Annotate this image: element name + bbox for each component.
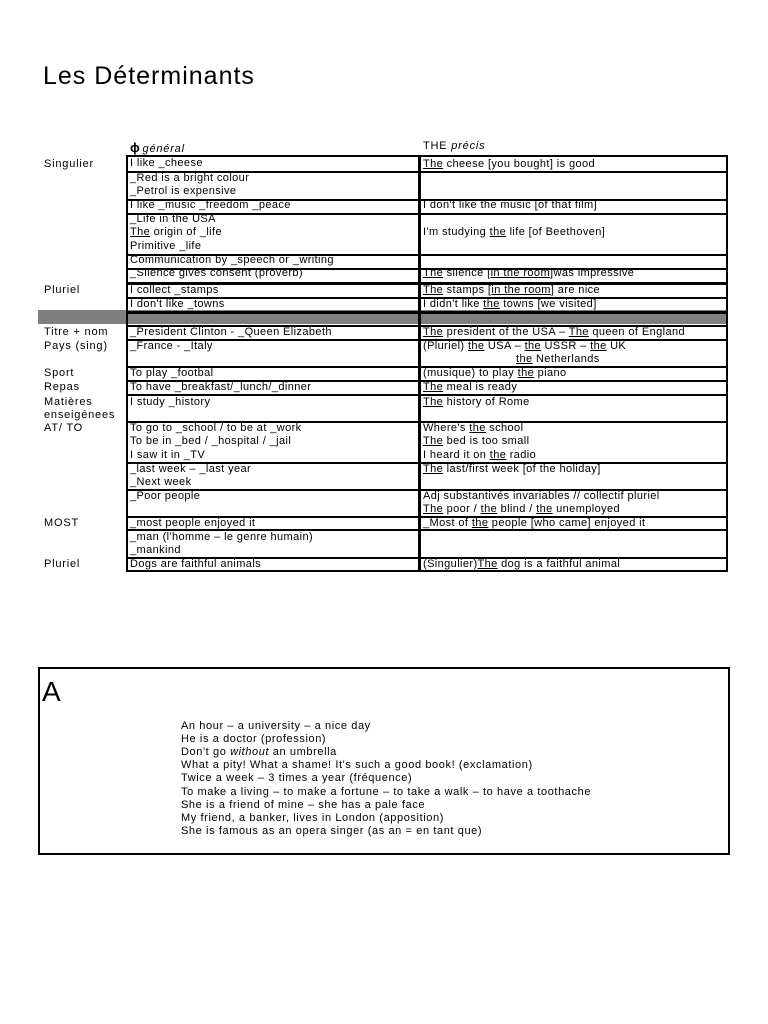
cell-text: radio — [506, 449, 537, 461]
example-text: an umbrella — [269, 746, 337, 758]
cell-text: _Most of — [423, 517, 472, 529]
right-cell — [423, 517, 645, 531]
cell-text: cheese [you bought] is good — [443, 158, 596, 170]
underlined-phrase: in the room — [490, 267, 551, 279]
cell-text: USSR – — [541, 340, 591, 352]
underlined-article: The — [423, 284, 444, 296]
article-a-heading: A — [42, 676, 61, 707]
left-cell: To have _breakfast/_lunch/_dinner — [130, 381, 312, 393]
example-line: What a pity! What a shame! It's such a good book! (exclamation) — [181, 759, 533, 771]
cell-text: last/first week [of the holiday] — [443, 463, 601, 475]
underlined-article: the — [516, 353, 533, 365]
right-cell — [423, 298, 597, 312]
left-cell: To go to _school / to be at _work — [130, 422, 302, 434]
underlined-article: The — [423, 267, 444, 279]
right-cell — [423, 158, 595, 172]
example-line: To make a living – to make a fortune – to take a walk – to have a toothache — [181, 786, 592, 798]
underlined-article: The — [423, 435, 444, 447]
cell-text: (Pluriel) — [423, 340, 468, 352]
cell-text: blind / — [497, 503, 537, 515]
cell-text: I'm studying — [423, 226, 490, 238]
left-cell: _Life in the USA — [130, 213, 216, 225]
right-cell — [423, 422, 523, 436]
example-line: He is a doctor (profession) — [181, 733, 327, 745]
example-line — [181, 746, 337, 759]
cell-text: I heard it on — [423, 449, 490, 461]
row-label-repas: Repas — [44, 381, 80, 393]
left-cell: I like _music _freedom _peace — [130, 199, 291, 211]
left-cell: I study _history — [130, 396, 211, 408]
cell-text: silence [ — [443, 267, 491, 279]
row-label-sport: Sport — [44, 367, 75, 379]
cell-text: Netherlands — [532, 353, 600, 365]
cell-text: piano — [534, 367, 567, 379]
right-cell: I don't like the music [of that film] — [423, 199, 598, 211]
left-cell: _last week – _last year — [130, 463, 252, 475]
underlined-article: the — [469, 422, 486, 434]
left-cell: _Petrol is expensive — [130, 185, 237, 197]
left-cell: _President Clinton - _Queen Elizabeth — [130, 326, 332, 338]
cell-text: Where's — [423, 422, 470, 434]
underlined-article: The — [423, 463, 444, 475]
right-cell — [423, 435, 529, 449]
left-cell: _mankind — [130, 544, 181, 556]
underlined-article: The — [423, 503, 444, 515]
right-cell — [423, 226, 605, 240]
left-cell: _Silence gives consent (proverb) — [130, 267, 303, 279]
left-cell: Dogs are faithful animals — [130, 558, 262, 570]
underlined-article: the — [489, 226, 507, 238]
underlined-article: the — [517, 367, 535, 379]
underlined-article: The — [423, 158, 444, 170]
cell-text: unemployed — [552, 503, 621, 515]
cell-text: I didn't like — [423, 298, 484, 310]
example-text: Don't go — [181, 746, 231, 758]
cell-text: USA – — [484, 340, 525, 352]
cell-text: origin of _life — [150, 226, 222, 238]
example-line: My friend, a banker, lives in London (apposition) — [181, 812, 444, 824]
underlined-article: the — [480, 503, 498, 515]
right-cell — [423, 340, 626, 354]
right-cell — [423, 284, 600, 298]
right-cell — [423, 326, 685, 340]
cell-text: history of Rome — [443, 396, 530, 408]
underlined-article: The — [568, 326, 589, 338]
right-cell — [423, 267, 634, 281]
left-cell: I don't like _towns — [130, 298, 225, 310]
underlined-article: The — [130, 226, 151, 238]
column-header-precise — [423, 140, 485, 152]
cell-text: towns [we visited] — [499, 298, 597, 310]
cell-text: (Singulier) — [423, 558, 478, 570]
cell-text: life [of Beethoven] — [506, 226, 606, 238]
cell-text: president of the USA – — [443, 326, 569, 338]
left-cell: I collect _stamps — [130, 284, 219, 296]
row-label-at-to: AT/ TO — [44, 422, 84, 434]
underlined-phrase: in the room — [491, 284, 551, 296]
right-cell — [423, 558, 620, 572]
phi-symbol: ϕ — [130, 140, 141, 155]
underlined-article: The — [423, 396, 444, 408]
row-label-singulier: Singulier — [44, 158, 95, 170]
underlined-article: The — [477, 558, 498, 570]
underlined-article: the — [467, 340, 485, 352]
left-cell: _Poor people — [130, 490, 201, 502]
example-line: She is a friend of mine – she has a pale face — [181, 799, 426, 811]
row-label-enseignees: enseigénees — [44, 409, 116, 421]
right-cell — [423, 503, 620, 517]
example-line: Twice a week – 3 times a year (fréquence) — [181, 772, 413, 784]
row-label-pays: Pays (sing) — [44, 340, 108, 352]
row-label-matieres: Matières — [44, 396, 93, 408]
cell-text: people [who came] enjoyed it — [488, 517, 646, 529]
cell-text: (musique) to play — [423, 367, 518, 379]
left-cell: Primitive _life — [130, 240, 202, 252]
underlined-article: the — [524, 340, 542, 352]
general-label: général — [142, 143, 185, 155]
cell-text: ] are nice — [550, 284, 601, 296]
right-cell — [423, 367, 567, 381]
right-cell — [516, 353, 600, 367]
underlined-article: the — [471, 517, 489, 529]
underlined-article: the — [489, 449, 507, 461]
left-cell: _most people enjoyed it — [130, 517, 256, 529]
left-cell: I like _cheese — [130, 157, 203, 169]
cell-text: school — [485, 422, 524, 434]
right-cell — [423, 463, 601, 477]
right-cell: Adj substantivés invariables // collectif pluriel — [423, 490, 660, 502]
column-divider — [418, 157, 421, 570]
underlined-article: the — [536, 503, 553, 515]
italic-word: without — [230, 746, 270, 758]
cell-text: bed is too small — [443, 435, 530, 447]
example-line: An hour – a university – a nice day — [181, 720, 371, 732]
example-line: She is famous as an opera singer (as an = en tant que) — [181, 825, 483, 837]
left-cell: To play _footbal — [130, 367, 214, 379]
left-cell: _Red is a bright colour — [130, 172, 250, 184]
precise-label: précis — [451, 140, 486, 152]
right-cell — [423, 396, 530, 410]
page-title: Les Déterminants — [43, 62, 255, 90]
left-cell: I saw it in _TV — [130, 449, 206, 461]
cell-text: queen of England — [588, 326, 686, 338]
column-header-general — [130, 140, 185, 155]
row-label-pluriel: Pluriel — [44, 284, 81, 296]
underlined-article: The — [423, 326, 444, 338]
left-cell: _man (l'homme – le genre humain) — [130, 531, 314, 543]
cell-text: poor / — [443, 503, 481, 515]
row-label-most: MOST — [44, 517, 79, 529]
cell-text: UK — [606, 340, 627, 352]
right-cell — [423, 381, 517, 395]
underlined-article: the — [483, 298, 500, 310]
left-cell: To be in _bed / _hospital / _jail — [130, 435, 292, 447]
cell-text: ]was impressive — [550, 267, 635, 279]
the-label: THE — [423, 140, 448, 152]
underlined-article: The — [423, 381, 444, 393]
left-cell: Communication by _speech or _writing — [130, 254, 334, 266]
row-label-pluriel-2: Pluriel — [44, 558, 81, 570]
left-cell — [130, 226, 222, 240]
cell-text: stamps [ — [443, 284, 492, 296]
left-cell: _France - _Italy — [130, 340, 213, 352]
row-divider — [128, 213, 726, 215]
right-cell — [423, 449, 536, 463]
row-label-titre: Titre + nom — [44, 326, 109, 338]
cell-text: meal is ready — [443, 381, 518, 393]
left-cell: _Next week — [130, 476, 192, 488]
cell-text: dog is a faithful animal — [497, 558, 621, 570]
underlined-article: the — [590, 340, 607, 352]
